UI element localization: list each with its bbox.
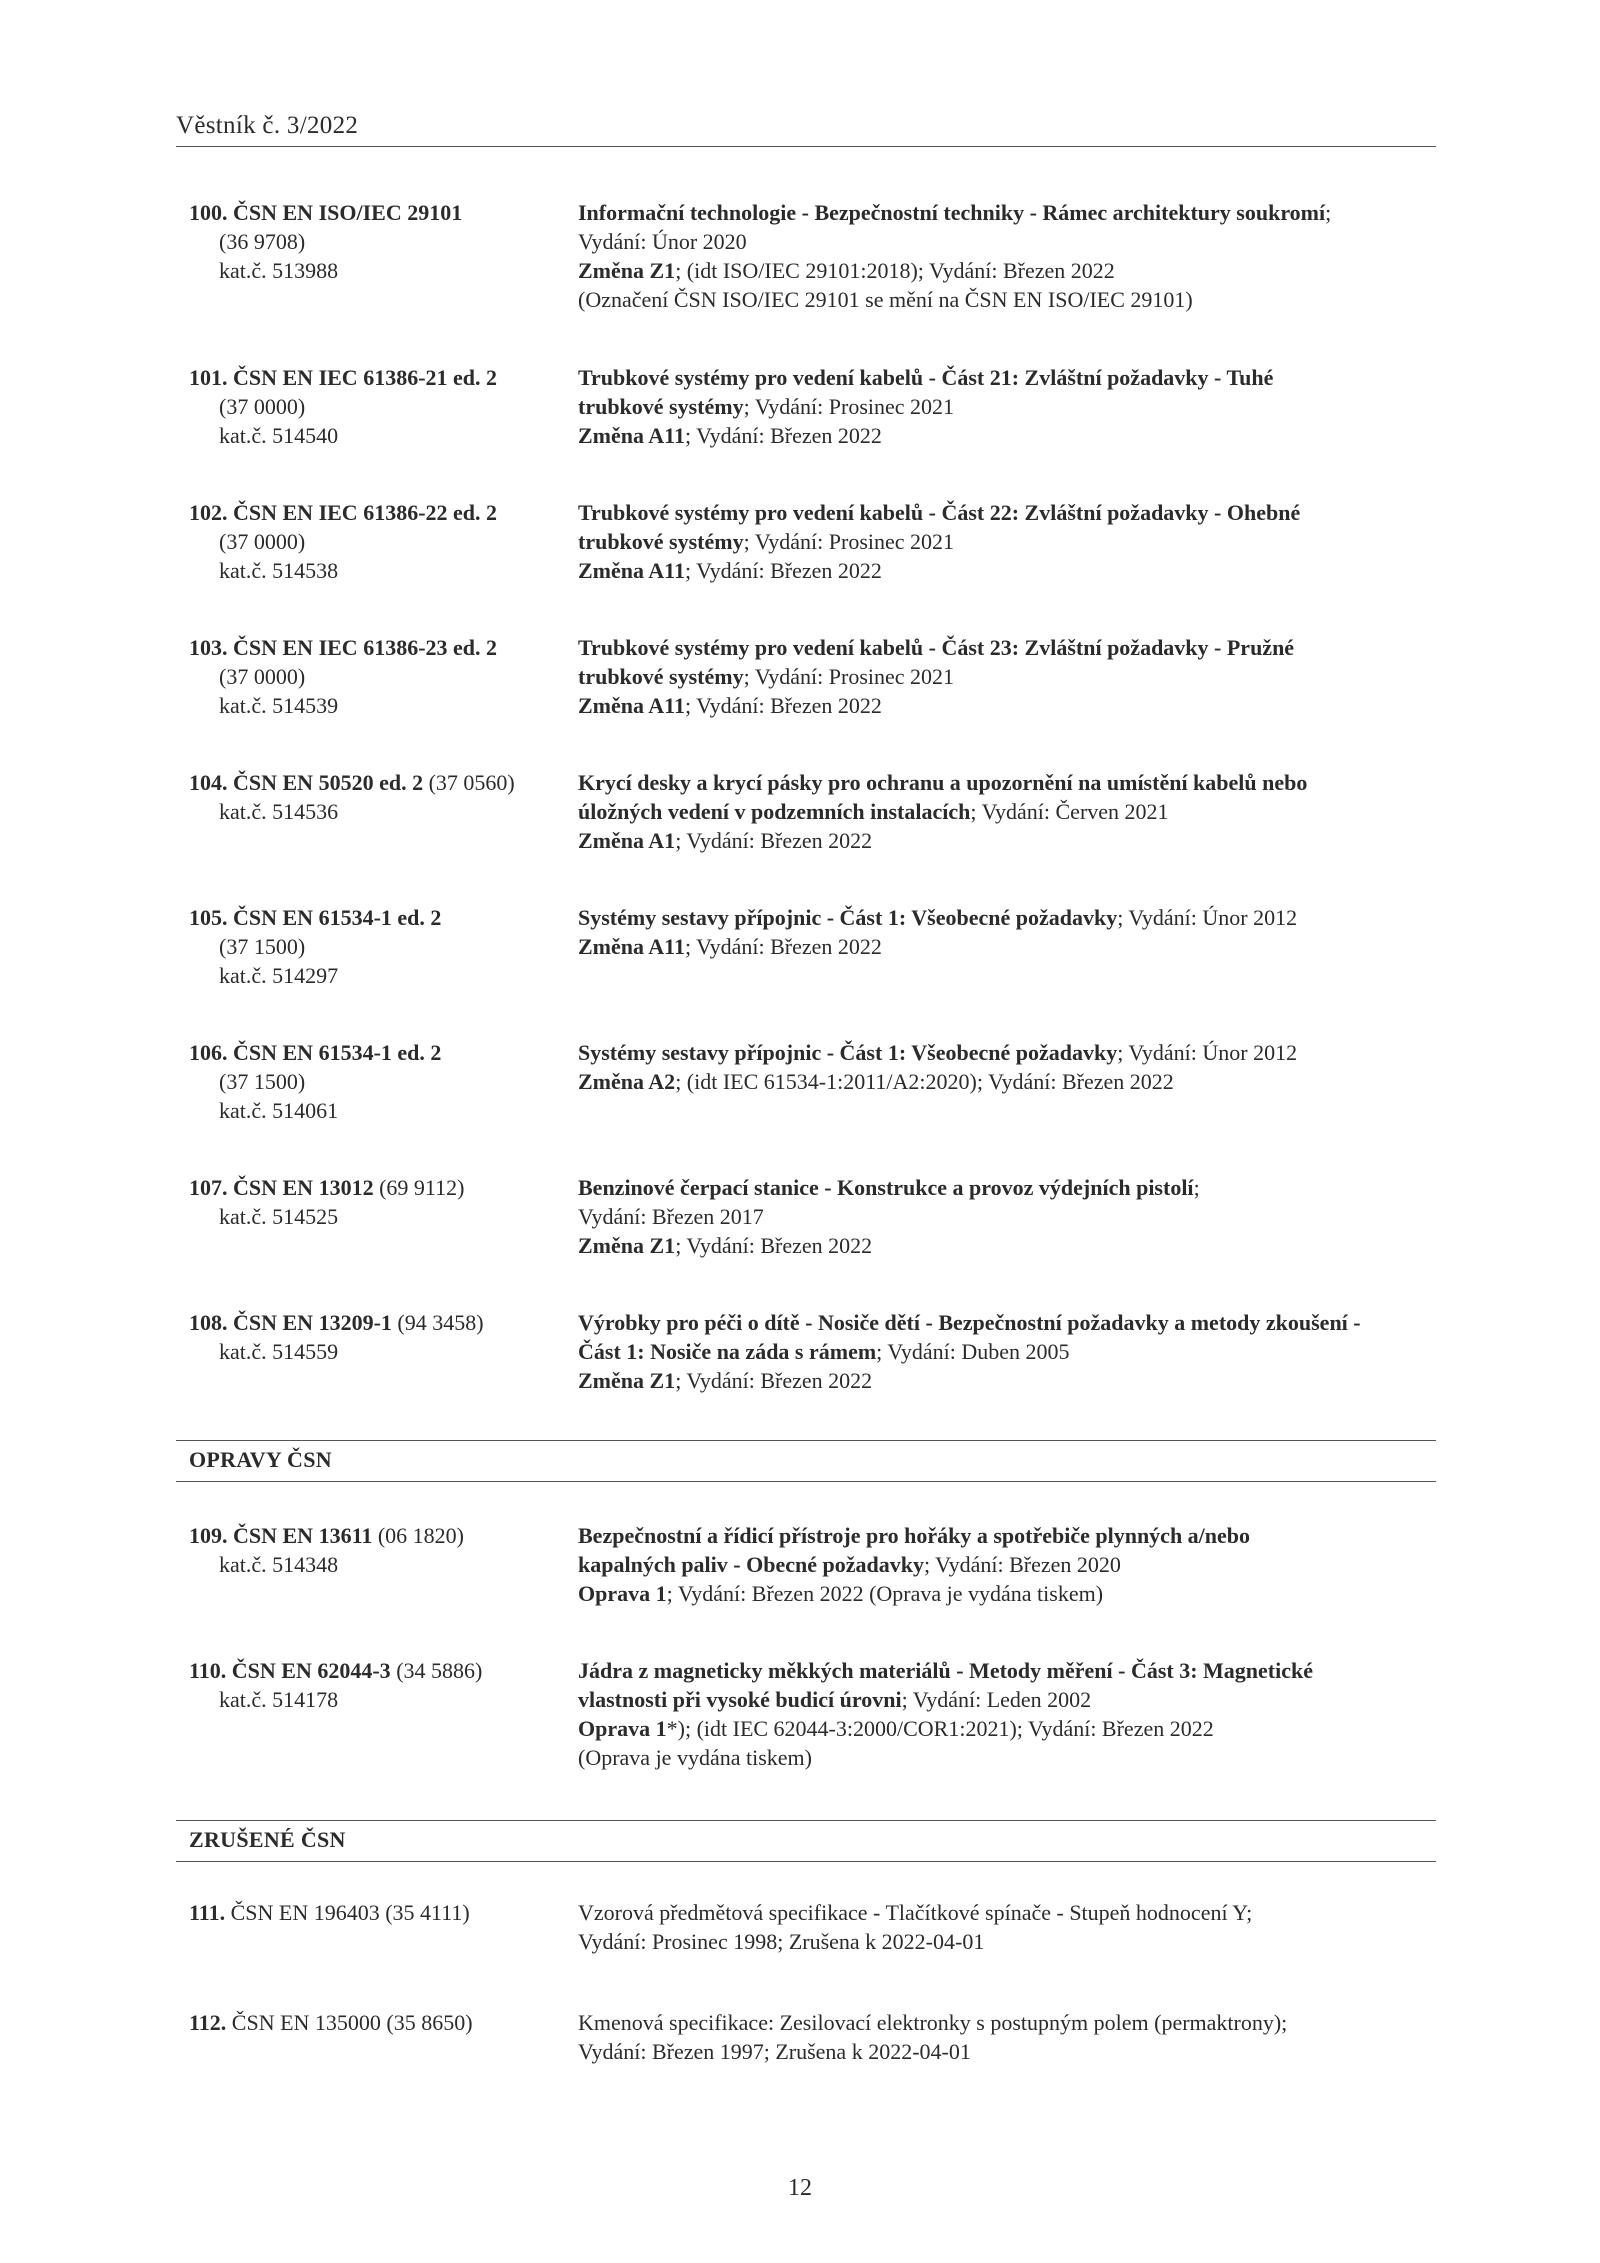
bold-text: Informační technologie - Bezpečnostní techniky - Rámec architektury soukromí: [578, 200, 1326, 225]
regular-text: ; Vydání: Březen 2022: [684, 423, 882, 448]
bold-text: Část 1: Nosiče na záda s rámem: [578, 1339, 877, 1364]
text-line: [578, 363, 1438, 392]
bold-text: 104. ČSN EN 50520 ed. 2: [189, 770, 424, 795]
bold-text: 106. ČSN EN 61534-1 ed. 2: [189, 1040, 442, 1065]
regular-text: Vydání: Únor 2020: [578, 229, 747, 254]
text-line: [189, 961, 569, 990]
standard-identifier: [189, 1038, 569, 1125]
text-line: [189, 797, 569, 826]
page-number: 12: [788, 2175, 812, 2201]
page-header-title: Věstník č. 3/2022: [176, 112, 359, 139]
text-line: [578, 826, 1438, 855]
standard-description: [578, 1656, 1438, 1772]
regular-text: kat.č. 513988: [219, 258, 339, 283]
bold-text: 105. ČSN EN 61534-1 ed. 2: [189, 905, 442, 930]
header-divider: [176, 146, 1436, 147]
text-line: [189, 1337, 569, 1366]
text-line: [189, 1202, 569, 1231]
regular-text: ; Vydání: Prosinec 2021: [743, 394, 955, 419]
regular-text: ; Vydání: Duben 2005: [876, 1339, 1070, 1364]
regular-text: ; Vydání: Březen 2022: [675, 1233, 873, 1258]
text-line: [578, 1173, 1438, 1202]
text-line: [189, 198, 569, 227]
standard-description: [578, 903, 1438, 961]
standard-description: [578, 1898, 1438, 1956]
bold-text: 109. ČSN EN 13611: [189, 1523, 373, 1548]
text-line: [578, 932, 1438, 961]
regular-text: ;: [1193, 1175, 1200, 1200]
text-line: [578, 227, 1438, 256]
bold-text: 107. ČSN EN 13012: [189, 1175, 374, 1200]
text-line: [189, 2008, 569, 2037]
bold-text: Změna Z1: [578, 1368, 676, 1393]
text-line: [189, 421, 569, 450]
text-line: [189, 1685, 569, 1714]
text-line: [578, 1685, 1438, 1714]
text-line: [189, 556, 569, 585]
regular-text: kat.č. 514538: [219, 558, 339, 583]
regular-text: ; Vydání: Březen 2022 (Oprava je vydána tiskem): [666, 1581, 1104, 1606]
bold-text: 103. ČSN EN IEC 61386-23 ed. 2: [189, 635, 498, 660]
bold-text: Změna A2: [578, 1069, 676, 1094]
text-line: [578, 633, 1438, 662]
bold-text: Bezpečnostní a řídicí přístroje pro hořáky a spotřebiče plynných a/nebo: [578, 1523, 1251, 1548]
text-line: [578, 285, 1438, 314]
text-line: [578, 1898, 1438, 1927]
standard-identifier: [189, 1898, 569, 1927]
bold-text: trubkové systémy: [578, 394, 744, 419]
regular-text: Vydání: Březen 2017: [578, 1204, 764, 1229]
standard-description: [578, 633, 1438, 720]
text-line: [578, 421, 1438, 450]
text-line: [578, 1743, 1438, 1772]
standard-identifier: [189, 1521, 569, 1579]
text-line: [578, 768, 1438, 797]
text-line: [578, 2037, 1438, 2066]
standard-identifier: [189, 1656, 569, 1714]
bold-text: Oprava 1: [578, 1581, 667, 1606]
bold-text: Změna Z1: [578, 1233, 676, 1258]
text-line: [189, 363, 569, 392]
bold-text: 100. ČSN EN ISO/IEC 29101: [189, 200, 463, 225]
bold-text: Systémy sestavy přípojnic - Část 1: Všeobecné požadavky: [578, 1040, 1118, 1065]
text-line: [578, 1714, 1438, 1743]
section-title: OPRAVY ČSN: [189, 1447, 332, 1472]
regular-text: ; Vydání: Prosinec 2021: [743, 664, 955, 689]
text-line: [578, 1579, 1438, 1608]
text-line: [189, 633, 569, 662]
bold-text: 108. ČSN EN 13209-1: [189, 1310, 392, 1335]
bold-text: Systémy sestavy přípojnic - Část 1: Všeobecné požadavky: [578, 905, 1118, 930]
regular-text: Kmenová specifikace: Zesilovací elektronky s postupným polem (permaktrony);: [578, 2010, 1288, 2035]
text-line: [189, 1898, 569, 1927]
bold-text: 102. ČSN EN IEC 61386-22 ed. 2: [189, 500, 498, 525]
regular-text: kat.č. 514061: [219, 1098, 339, 1123]
text-line: [578, 1202, 1438, 1231]
text-line: [189, 1308, 569, 1337]
text-line: [189, 1550, 569, 1579]
bold-text: Benzinové čerpací stanice - Konstrukce a provoz výdejních pistolí: [578, 1175, 1194, 1200]
bold-text: 110. ČSN EN 62044-3: [189, 1658, 391, 1683]
bold-text: 101. ČSN EN IEC 61386-21 ed. 2: [189, 365, 498, 390]
regular-text: ; Vydání: Prosinec 2021: [743, 529, 955, 554]
regular-text: kat.č. 514559: [219, 1339, 339, 1364]
text-line: [578, 2008, 1438, 2037]
text-line: [578, 1550, 1438, 1579]
standard-identifier: [189, 1308, 569, 1366]
bold-text: kapalných paliv - Obecné požadavky: [578, 1552, 924, 1577]
regular-text: kat.č. 514297: [219, 963, 339, 988]
section-heading-opravy: [176, 1440, 1436, 1482]
text-line: [578, 1231, 1438, 1260]
regular-text: ; (idt ISO/IEC 29101:2018); Vydání: Březen 2022: [675, 258, 1115, 283]
text-line: [578, 256, 1438, 285]
text-line: [578, 1927, 1438, 1956]
standard-description: [578, 2008, 1438, 2066]
bold-text: Změna A11: [578, 934, 685, 959]
regular-text: (Označení ČSN ISO/IEC 29101 se mění na ČSN EN ISO/IEC 29101): [578, 287, 1193, 312]
standard-description: [578, 1173, 1438, 1260]
bold-text: Výrobky pro péči o dítě - Nosiče dětí - Bezpečnostní požadavky a metody zkoušení -: [578, 1310, 1361, 1335]
text-line: [189, 903, 569, 932]
standard-description: [578, 498, 1438, 585]
regular-text: (94 3458): [391, 1310, 484, 1335]
regular-text: Vydání: Březen 1997; Zrušena k 2022-04-01: [578, 2039, 971, 2064]
regular-text: kat.č. 514536: [219, 799, 339, 824]
text-line: [189, 227, 569, 256]
standard-description: [578, 1038, 1438, 1096]
regular-text: ; Vydání: Únor 2012: [1117, 1040, 1298, 1065]
standard-description: [578, 768, 1438, 855]
regular-text: ; Vydání: Březen 2022: [675, 828, 873, 853]
text-line: [189, 392, 569, 421]
text-line: [578, 527, 1438, 556]
text-line: [578, 1337, 1438, 1366]
standard-description: [578, 198, 1438, 314]
standard-identifier: [189, 2008, 569, 2037]
regular-text: kat.č. 514540: [219, 423, 339, 448]
text-line: [189, 1656, 569, 1685]
text-line: [189, 1521, 569, 1550]
bold-text: Krycí desky a krycí pásky pro ochranu a upozornění na umístění kabelů nebo: [578, 770, 1308, 795]
text-line: [578, 662, 1438, 691]
text-line: [189, 1067, 569, 1096]
bold-text: Změna A11: [578, 423, 685, 448]
regular-text: ; Vydání: Březen 2020: [923, 1552, 1121, 1577]
regular-text: ; Vydání: Březen 2022: [675, 1368, 873, 1393]
regular-text: ; Vydání: Červen 2021: [970, 799, 1169, 824]
standard-identifier: [189, 498, 569, 585]
regular-text: (36 9708): [219, 229, 306, 254]
regular-text: (37 1500): [219, 1069, 306, 1094]
bold-text: 112.: [189, 2010, 227, 2035]
text-line: [578, 1521, 1438, 1550]
bold-text: vlastnosti při vysoké budicí úrovni: [578, 1687, 902, 1712]
standard-identifier: [189, 768, 569, 826]
regular-text: ; Vydání: Leden 2002: [901, 1687, 1092, 1712]
bold-text: trubkové systémy: [578, 529, 744, 554]
regular-text: ; Vydání: Březen 2022: [684, 693, 882, 718]
regular-text: (69 9112): [373, 1175, 465, 1200]
standard-identifier: [189, 633, 569, 720]
regular-text: ; Vydání: Únor 2012: [1117, 905, 1298, 930]
bold-text: úložných vedení v podzemních instalacích: [578, 799, 971, 824]
text-line: [578, 198, 1438, 227]
text-line: [189, 768, 569, 797]
standard-identifier: [189, 363, 569, 450]
regular-text: *); (idt IEC 62044-3:2000/COR1:2021); Vydání: Březen 2022: [666, 1716, 1214, 1741]
standard-description: [578, 1308, 1438, 1395]
regular-text: (34 5886): [390, 1658, 483, 1683]
section-title: ZRUŠENÉ ČSN: [189, 1827, 346, 1852]
regular-text: kat.č. 514525: [219, 1204, 339, 1229]
text-line: [578, 797, 1438, 826]
bold-text: Trubkové systémy pro vedení kabelů - Část 23: Zvláštní požadavky - Pružné: [578, 635, 1295, 660]
regular-text: ČSN EN 196403 (35 4111): [225, 1900, 470, 1925]
text-line: [578, 691, 1438, 720]
standard-identifier: [189, 903, 569, 990]
text-line: [578, 903, 1438, 932]
regular-text: (37 0000): [219, 529, 306, 554]
bold-text: trubkové systémy: [578, 664, 744, 689]
bold-text: Změna A11: [578, 558, 685, 583]
bold-text: Trubkové systémy pro vedení kabelů - Část 22: Zvláštní požadavky - Ohebné: [578, 500, 1301, 525]
standard-description: [578, 1521, 1438, 1608]
bold-text: Trubkové systémy pro vedení kabelů - Část 21: Zvláštní požadavky - Tuhé: [578, 365, 1274, 390]
regular-text: (37 1500): [219, 934, 306, 959]
text-line: [578, 556, 1438, 585]
text-line: [189, 662, 569, 691]
section-heading-zrusene: [176, 1820, 1436, 1862]
regular-text: ; (idt IEC 61534-1:2011/A2:2020); Vydání: Březen 2022: [675, 1069, 1174, 1094]
text-line: [189, 256, 569, 285]
bold-text: Změna A1: [578, 828, 676, 853]
regular-text: (06 1820): [372, 1523, 465, 1548]
text-line: [578, 392, 1438, 421]
bold-text: 111.: [189, 1900, 226, 1925]
text-line: [578, 1067, 1438, 1096]
text-line: [189, 527, 569, 556]
regular-text: ; Vydání: Březen 2022: [684, 558, 882, 583]
regular-text: ČSN EN 135000 (35 8650): [226, 2010, 473, 2035]
text-line: [578, 1038, 1438, 1067]
text-line: [189, 932, 569, 961]
standard-identifier: [189, 198, 569, 285]
standard-description: [578, 363, 1438, 450]
text-line: [189, 498, 569, 527]
regular-text: kat.č. 514539: [219, 693, 339, 718]
bold-text: Změna Z1: [578, 258, 676, 283]
bold-text: Změna A11: [578, 693, 685, 718]
text-line: [578, 1656, 1438, 1685]
regular-text: ; Vydání: Březen 2022: [684, 934, 882, 959]
text-line: [189, 1096, 569, 1125]
bold-text: Jádra z magneticky měkkých materiálů - Metody měření - Část 3: Magnetické: [578, 1658, 1314, 1683]
text-line: [189, 691, 569, 720]
regular-text: kat.č. 514178: [219, 1687, 339, 1712]
text-line: [578, 498, 1438, 527]
regular-text: (37 0560): [423, 770, 515, 795]
regular-text: (Oprava je vydána tiskem): [578, 1745, 812, 1770]
regular-text: Vzorová předmětová specifikace - Tlačítkové spínače - Stupeň hodnocení Y;: [578, 1900, 1253, 1925]
regular-text: Vydání: Prosinec 1998; Zrušena k 2022-04-01: [578, 1929, 985, 1954]
text-line: [189, 1038, 569, 1067]
text-line: [189, 1173, 569, 1202]
regular-text: (37 0000): [219, 664, 306, 689]
standard-identifier: [189, 1173, 569, 1231]
text-line: [578, 1366, 1438, 1395]
text-line: [578, 1308, 1438, 1337]
regular-text: ;: [1325, 200, 1332, 225]
regular-text: (37 0000): [219, 394, 306, 419]
bold-text: Oprava 1: [578, 1716, 667, 1741]
regular-text: kat.č. 514348: [219, 1552, 339, 1577]
